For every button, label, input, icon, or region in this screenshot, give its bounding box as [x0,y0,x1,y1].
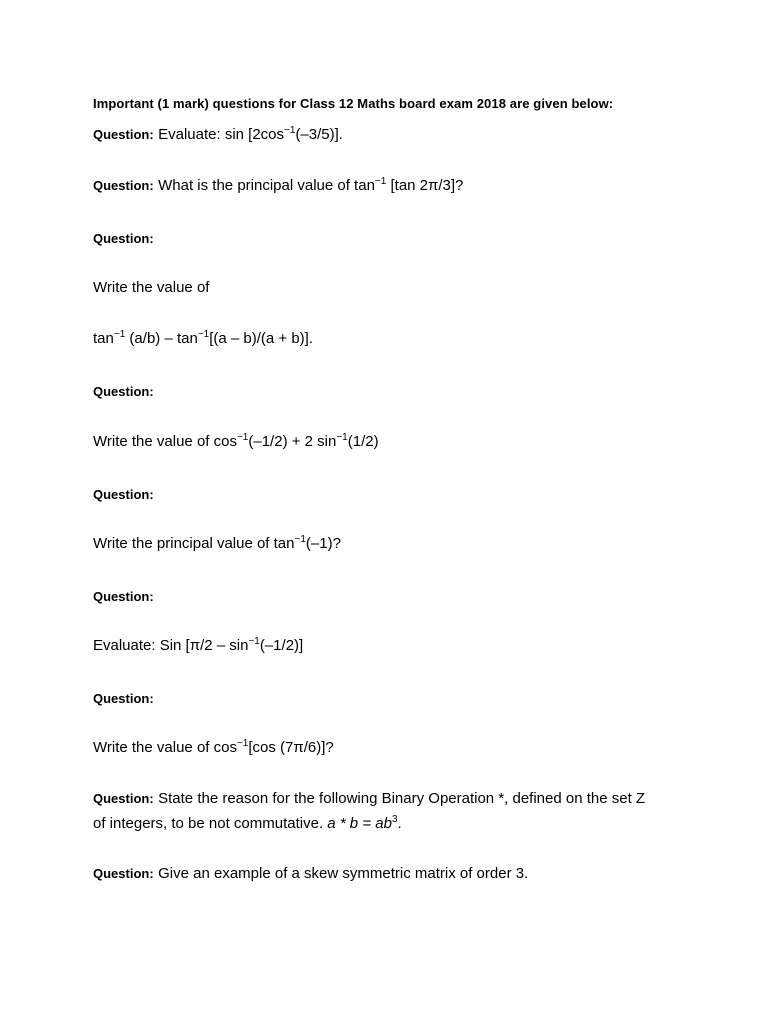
question-5-label: Question: [93,487,154,502]
question-label: Question: [93,791,154,806]
question-3-label: Question: [93,231,154,246]
question-label: Question: [93,866,154,881]
question-5-text: Write the principal value of $\tan^{-1}(-1)$? [93,534,341,552]
question-label: Question: [93,178,154,193]
question-2 [93,177,463,195]
question-3-text-line1: Write the value of [93,279,210,296]
question-8 [93,790,645,808]
question-1 [93,126,343,144]
question-9 [93,865,528,883]
question-4-text: Write the value of $\cos^{-1}(-1/2) + 2$ $\sin^{-1}(1/2)$ [93,432,379,450]
question-text: Evaluate: $\sin [2\cos^{-1}(-3/5)]$. [158,125,343,143]
question-7-text: Write the value of $\cos^{-1}[\cos$ (7π/6)]? [93,738,334,756]
question-7-label: Question: [93,691,154,706]
question-text: What is the principal value of $\tan^{-1} [\tan$ 2π/3]? [158,176,464,194]
question-6-label: Question: [93,589,154,604]
question-6-text: Evaluate: Sin $[\pi/2 - \sin^{-1}(-1/2)]$ [93,636,304,654]
question-text: Give an example of a skew symmetric matrix of order 3. [158,865,529,882]
question-4-label: Question: [93,384,154,399]
question-text-line1: State the reason for the following Binary Operation *, defined on the set Z [158,790,646,807]
question-3-text-line2: $\tan^{-1} (a/b) - \tan^{-1}[(a - b)/(a + b)]$. [93,329,314,347]
question-8-text-line2: of integers, to be not commutative. $a * b = ab^3$. [93,814,402,832]
page-heading: Important (1 mark) questions for Class 12 Maths board exam 2018 are given below: [93,96,614,111]
question-label: Question: [93,127,154,142]
